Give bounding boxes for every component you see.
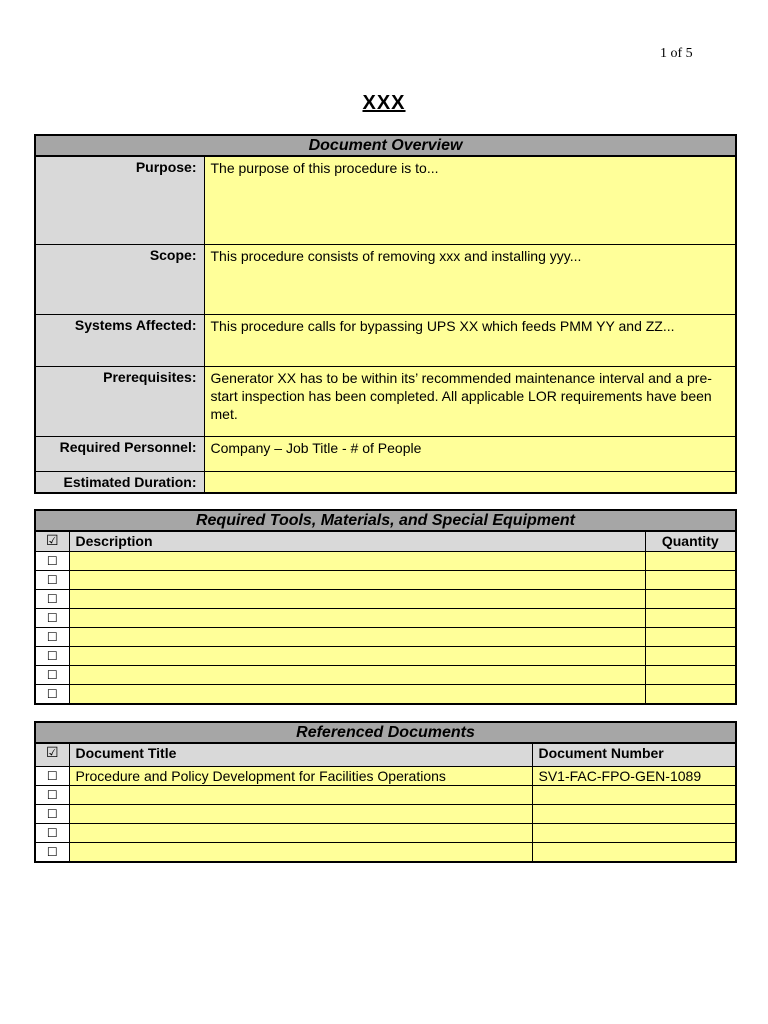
checkbox[interactable]: ☐ [35,666,69,685]
refs-row [35,805,736,824]
purpose-value[interactable]: The purpose of this procedure is to... [204,156,736,244]
refs-number-header: Document Number [532,743,736,767]
checkbox[interactable]: ☐ [35,571,69,590]
quantity-cell[interactable] [645,685,736,705]
prerequisites-value[interactable]: Generator XX has to be within its’ recommended maintenance interval and a pre-start inspection has been completed. All applicable LOR requirements have been met. [204,366,736,436]
checkbox[interactable]: ☐ [35,767,69,786]
refs-row [35,786,736,805]
quantity-cell[interactable] [645,590,736,609]
overview-header: Document Overview [35,135,736,156]
document-title-cell[interactable]: Procedure and Policy Development for Facilities Operations [69,767,532,786]
description-cell[interactable] [69,628,645,647]
tools-table [34,509,737,705]
quantity-cell[interactable] [645,552,736,571]
refs-row [35,767,736,786]
checkbox[interactable]: ☐ [35,685,69,705]
document-title-cell[interactable] [69,786,532,805]
scope-value[interactable]: This procedure consists of removing xxx and installing yyy... [204,244,736,314]
quantity-cell[interactable] [645,609,736,628]
systems-affected-label: Systems Affected: [35,314,204,366]
description-cell[interactable] [69,590,645,609]
quantity-cell[interactable] [645,666,736,685]
document-number-cell[interactable] [532,805,736,824]
estimated-duration-value[interactable] [204,471,736,493]
required-personnel-value[interactable]: Company – Job Title - # of People [204,436,736,471]
tools-row [35,609,736,628]
document-number-cell[interactable] [532,843,736,863]
checkbox[interactable]: ☐ [35,647,69,666]
page-number: 1 of 5 [660,46,693,61]
checkbox[interactable]: ☐ [35,843,69,863]
refs-row [35,824,736,843]
purpose-label: Purpose: [35,156,204,244]
checkbox[interactable]: ☐ [35,628,69,647]
required-personnel-label: Required Personnel: [35,436,204,471]
tools-row [35,590,736,609]
description-cell[interactable] [69,647,645,666]
tools-quantity-header: Quantity [645,531,736,552]
document-title-cell[interactable] [69,824,532,843]
checkbox[interactable]: ☐ [35,609,69,628]
description-cell[interactable] [69,571,645,590]
tools-row [35,666,736,685]
prerequisites-label: Prerequisites: [35,366,204,436]
refs-header: Referenced Documents [35,722,736,743]
systems-affected-value[interactable]: This procedure calls for bypassing UPS XX which feeds PMM YY and ZZ... [204,314,736,366]
quantity-cell[interactable] [645,571,736,590]
tools-row [35,552,736,571]
checkbox[interactable]: ☐ [35,824,69,843]
refs-row [35,843,736,863]
tools-row [35,571,736,590]
scope-label: Scope: [35,244,204,314]
document-title-cell[interactable] [69,805,532,824]
checkbox[interactable]: ☐ [35,590,69,609]
description-cell[interactable] [69,685,645,705]
tools-row [35,647,736,666]
refs-check-header-icon: ☑ [35,743,69,767]
document-title: XXX [362,92,406,114]
document-number-cell[interactable] [532,824,736,843]
description-cell[interactable] [69,609,645,628]
estimated-duration-label: Estimated Duration: [35,471,204,493]
document-number-cell[interactable]: SV1-FAC-FPO-GEN-1089 [532,767,736,786]
description-cell[interactable] [69,666,645,685]
description-cell[interactable] [69,552,645,571]
tools-description-header: Description [69,531,645,552]
checkbox[interactable]: ☐ [35,786,69,805]
checkbox[interactable]: ☐ [35,805,69,824]
checkbox[interactable]: ☐ [35,552,69,571]
quantity-cell[interactable] [645,628,736,647]
document-overview-table [34,134,737,494]
tools-row [35,628,736,647]
tools-header: Required Tools, Materials, and Special Equipment [35,510,736,531]
quantity-cell[interactable] [645,647,736,666]
tools-row [35,685,736,705]
referenced-documents-table [34,721,737,863]
document-title-cell[interactable] [69,843,532,863]
tools-check-header-icon: ☑ [35,531,69,552]
document-number-cell[interactable] [532,786,736,805]
refs-title-header: Document Title [69,743,532,767]
